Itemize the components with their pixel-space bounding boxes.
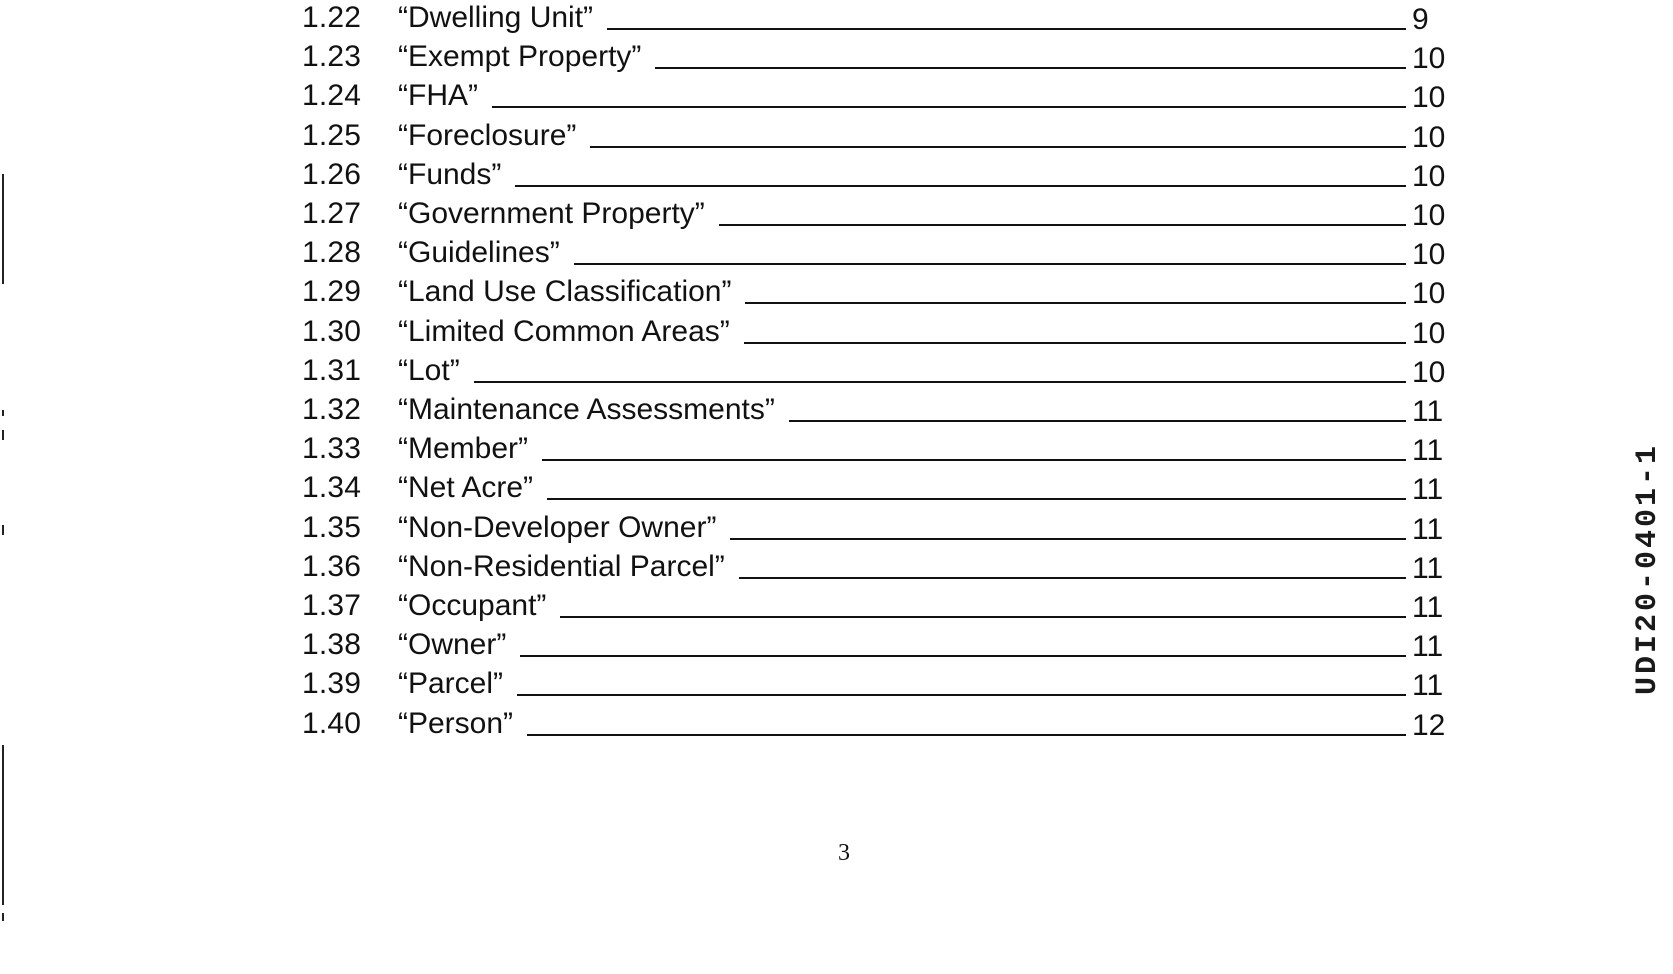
toc-entry-title: “Land Use Classification” (398, 275, 732, 309)
toc-entry-page: 10 (1412, 81, 1446, 115)
toc-leader-line (542, 459, 1406, 461)
toc-entry-title: “Limited Common Areas” (398, 314, 730, 348)
toc-entry-number: 1.26 (302, 157, 362, 191)
svg-text:UDI20-0401-1: UDI20-0401-1 (1631, 442, 1665, 695)
toc-entry[interactable] (0, 314, 1460, 353)
toc-entry-number: 1.39 (302, 667, 362, 701)
toc-leader-line (574, 263, 1406, 265)
toc-entry[interactable] (0, 0, 1460, 39)
toc-leader-line (547, 498, 1406, 500)
toc-entry[interactable] (0, 510, 1460, 549)
toc-entry[interactable] (0, 274, 1460, 313)
toc-entry-number: 1.25 (302, 118, 362, 152)
toc-leader-line (739, 577, 1406, 579)
toc-entry-page: 11 (1412, 630, 1444, 664)
toc-entry[interactable] (0, 118, 1460, 157)
toc-entry[interactable] (0, 549, 1460, 588)
toc-entry-page: 11 (1412, 395, 1444, 428)
toc-entry-number: 1.40 (302, 706, 362, 740)
toc-leader-line (590, 146, 1406, 148)
toc-entry-page: 10 (1412, 316, 1446, 350)
toc-entry-title: “Lot” (398, 353, 460, 387)
toc-entry-page: 11 (1412, 434, 1444, 468)
toc-entry-number: 1.29 (302, 275, 362, 309)
recording-stamp (1625, 355, 1665, 695)
toc-leader-line (560, 616, 1406, 618)
toc-entry-title: “Person” (398, 706, 514, 740)
scan-edge-mark (2, 745, 4, 905)
toc-entry-title: “FHA” (398, 79, 478, 113)
toc-entry-title: “Member” (398, 432, 529, 466)
toc-leader-line (789, 420, 1406, 422)
toc-entry-number: 1.31 (302, 353, 362, 387)
toc-leader-line (719, 224, 1406, 226)
toc-entry[interactable] (0, 470, 1460, 509)
toc-entry-title: “Non-Residential Parcel” (398, 549, 725, 583)
toc-leader-line (527, 734, 1406, 736)
toc-entry-title: “Net Acre” (398, 471, 534, 505)
toc-entry[interactable] (0, 78, 1460, 117)
toc-entry-title: “Maintenance Assessments” (398, 393, 775, 426)
toc-entry[interactable] (0, 39, 1460, 78)
toc-leader-line (745, 302, 1406, 304)
scan-edge-mark (2, 913, 4, 921)
toc-entry-page: 9 (1412, 3, 1429, 36)
toc-entry-number: 1.37 (302, 589, 362, 622)
toc-entry[interactable] (0, 706, 1460, 745)
toc-entry-title: “Foreclosure” (398, 118, 577, 152)
toc-entry-number: 1.23 (302, 40, 362, 74)
toc-entry-page: 10 (1412, 355, 1446, 389)
toc-entry[interactable] (0, 588, 1460, 627)
toc-entry-page: 11 (1412, 551, 1444, 585)
toc-entry-number: 1.32 (302, 393, 362, 426)
toc-entry-title: “Dwelling Unit” (398, 1, 594, 34)
toc-leader-line (517, 694, 1406, 696)
toc-entry-page: 11 (1412, 591, 1444, 624)
toc-leader-line (520, 655, 1406, 657)
toc-entry-page: 10 (1412, 159, 1446, 193)
toc-entry-number: 1.30 (302, 314, 362, 348)
toc-entry-page: 10 (1412, 42, 1446, 76)
toc-entry-title: “Owner” (398, 628, 507, 662)
toc-entry-page: 11 (1412, 473, 1444, 507)
scan-edge-mark (2, 525, 4, 535)
toc-entry-title: “Guidelines” (398, 236, 560, 270)
toc-entry-number: 1.27 (302, 197, 362, 230)
toc-entry-title: “Non-Developer Owner” (398, 510, 717, 544)
toc-entry-title: “Occupant” (398, 589, 547, 622)
toc-entry[interactable] (0, 431, 1460, 470)
toc-entry-page: 12 (1412, 708, 1446, 742)
toc-entry-title: “Parcel” (398, 667, 504, 701)
page-number: 3 (838, 840, 850, 866)
toc-entry[interactable] (0, 235, 1460, 274)
toc-leader-line (607, 28, 1406, 30)
toc-entry-title: “Government Property” (398, 197, 705, 230)
toc-entry-page: 10 (1412, 120, 1446, 154)
toc-entry-page: 10 (1412, 238, 1446, 272)
toc-leader-line (474, 381, 1406, 383)
toc-entry[interactable] (0, 353, 1460, 392)
toc-entry-number: 1.28 (302, 236, 362, 270)
toc-entry-number: 1.22 (302, 1, 362, 34)
toc-entry-page: 10 (1412, 199, 1446, 232)
toc-leader-line (744, 342, 1406, 344)
toc-leader-line (655, 67, 1406, 69)
toc-entry-number: 1.38 (302, 628, 362, 662)
scan-edge-mark (2, 174, 4, 284)
toc-leader-line (515, 185, 1406, 187)
toc-entry-page: 11 (1412, 512, 1444, 546)
toc-entry-number: 1.34 (302, 471, 362, 505)
toc-entry-number: 1.33 (302, 432, 362, 466)
toc-entry-number: 1.35 (302, 510, 362, 544)
scan-edge-mark (2, 410, 4, 416)
toc-leader-line (492, 106, 1406, 108)
toc-entry-title: “Exempt Property” (398, 40, 642, 74)
toc-entry-number: 1.36 (302, 549, 362, 583)
toc-entry-number: 1.24 (302, 79, 362, 113)
toc-entry[interactable] (0, 627, 1460, 666)
toc-entry[interactable] (0, 392, 1460, 431)
toc-entry[interactable] (0, 666, 1460, 705)
toc-entry-title: “Funds” (398, 157, 502, 191)
toc-entry-page: 11 (1412, 669, 1444, 703)
toc-entry[interactable] (0, 157, 1460, 196)
scan-edge-mark (2, 430, 4, 440)
toc-leader-line (730, 538, 1406, 540)
toc-entry-page: 10 (1412, 277, 1446, 311)
toc-entry[interactable] (0, 196, 1460, 235)
